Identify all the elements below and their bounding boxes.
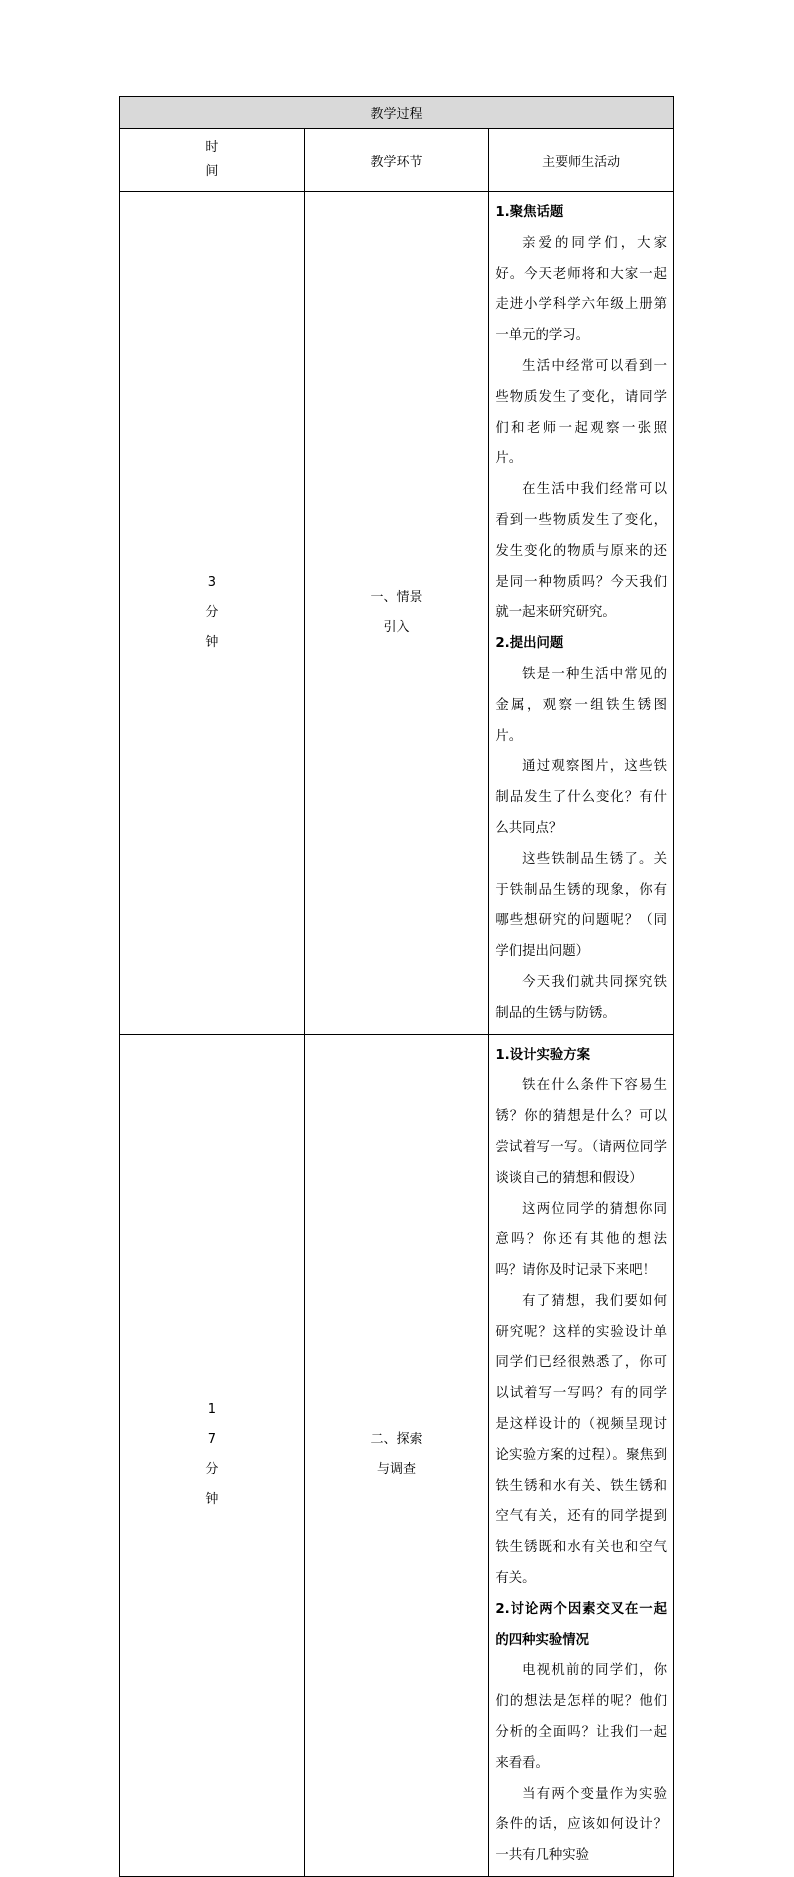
paragraph: 在生活中我们经常可以看到一些物质发生了变化，发生变化的物质与原来的还是同一种物质吗？今天我们就一起来研究研究。: [495, 482, 667, 621]
paragraph: 亲爱的同学们，大家好。今天老师将和大家一起走进小学科学六年级上册第一单元的学习。: [495, 235, 667, 344]
time-line: 分: [205, 1462, 219, 1478]
stage-cell: [304, 192, 489, 1035]
header-stage: 教学环节: [304, 129, 489, 192]
header-time: [120, 129, 305, 192]
table-header-row: [120, 129, 674, 192]
stage-cell: [304, 1034, 489, 1877]
teaching-process-table: [119, 96, 674, 1877]
table-title-row: [120, 97, 674, 129]
time-line: 3: [207, 574, 216, 590]
paragraph: 铁在什么条件下容易生锈？你的猜想是什么？可以尝试着写一写。（请两位同学谈谈自己的猜想和假设）: [495, 1078, 667, 1186]
section-heading: 2.提出问题: [495, 636, 564, 652]
paragraph: 生活中经常可以看到一些物质发生了变化，请同学们和老师一起观察一张照片。: [495, 358, 667, 467]
time-cell: [120, 192, 305, 1035]
stage-line: 二、探索: [370, 1432, 423, 1448]
time-line: 分: [205, 604, 219, 620]
activity-cell: [489, 192, 674, 1035]
activity-cell: [489, 1034, 674, 1877]
stage-line: 一、情景: [370, 589, 423, 605]
paragraph: 这些铁制品生锈了。关于铁制品生锈的现象，你有哪些想研究的问题呢？（同学们提出问题）: [495, 851, 667, 960]
section-heading: 1.聚焦话题: [495, 205, 564, 220]
header-activity: 主要师生活动: [489, 129, 674, 192]
stage-line: 与调查: [376, 1462, 416, 1478]
table-row: [120, 1034, 674, 1877]
time-line: 1: [207, 1402, 216, 1418]
section-heading: 1.设计实验方案: [495, 1047, 591, 1063]
header-time-line: 间: [205, 164, 219, 179]
table-title: 教学过程: [120, 97, 674, 129]
paragraph: 今天我们就共同探究铁制品的生锈与防锈。: [495, 974, 667, 1021]
paragraph: 这两位同学的猜想你同意吗？你还有其他的想法吗？请你及时记录下来吧！: [495, 1201, 667, 1279]
stage-line: 引入: [383, 619, 410, 635]
paragraph: 电视机前的同学们，你们的想法是怎样的呢？他们分析的全面吗？让我们一起来看看。: [495, 1663, 667, 1771]
time-cell: [120, 1034, 305, 1877]
time-line: 7: [207, 1432, 216, 1448]
time-line: 钟: [205, 634, 219, 650]
paragraph: 通过观察图片，这些铁制品发生了什么变化？有什么共同点？: [495, 759, 667, 836]
section-heading: 2.讨论两个因素交叉在一起的四种实验情况: [495, 1601, 667, 1648]
time-line: 钟: [205, 1492, 219, 1508]
paragraph: 铁是一种生活中常见的金属，观察一组铁生锈图片。: [495, 666, 667, 744]
paragraph: 当有两个变量作为实验条件的话，应该如何设计？一共有几种实验: [495, 1786, 667, 1864]
table-row: [120, 192, 674, 1035]
header-time-line: 时: [205, 140, 219, 155]
paragraph: 有了猜想，我们要如何研究呢？这样的实验设计单同学们已经很熟悉了，你可以试着写一写吗？有的同学是这样设计的（视频呈现讨论实验方案的过程）。聚焦到铁生锈和水有关、铁生锈和空气有关，还有的同学提到铁生锈既和水有关也和空气有关。: [495, 1293, 667, 1587]
